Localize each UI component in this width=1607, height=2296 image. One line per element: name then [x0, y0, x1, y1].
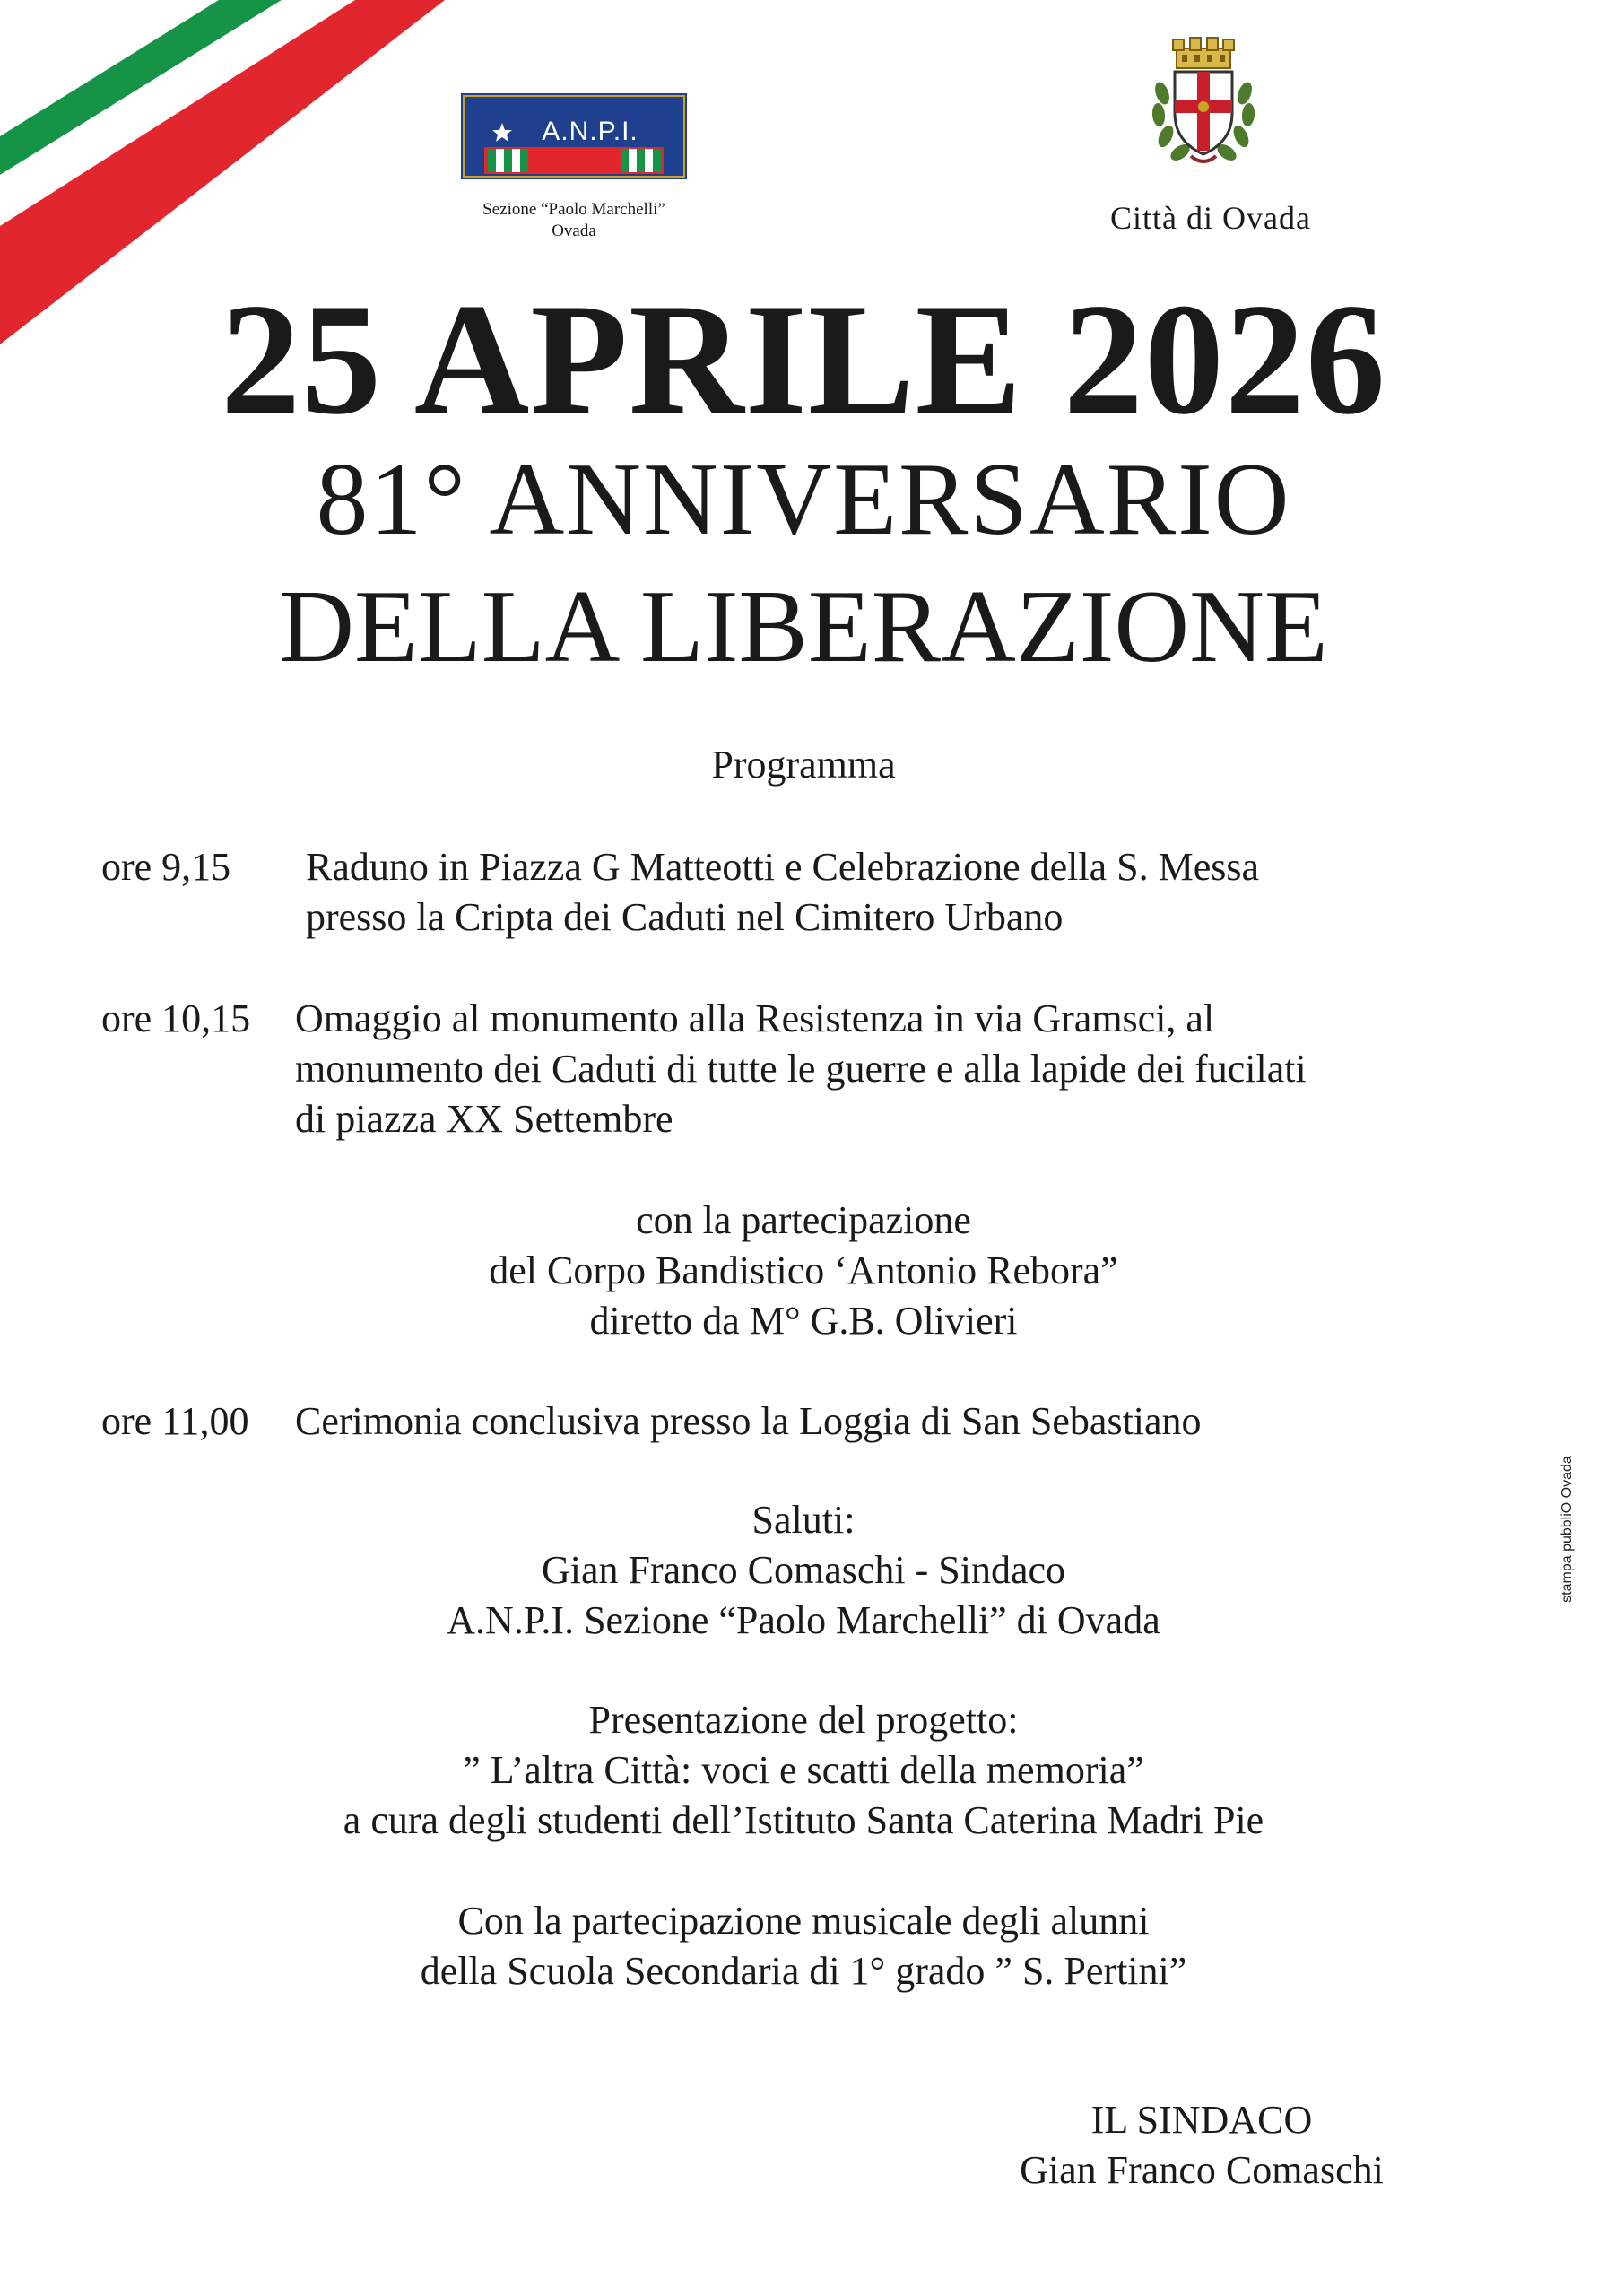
event-line: Cerimonia conclusiva presso la Loggia di San Sebastiano [295, 1399, 1202, 1443]
subtitle-liberation: DELLA LIBERAZIONE [279, 570, 1328, 684]
subtitle-anniversary: 81° ANNIVERSARIO [316, 442, 1291, 557]
anpi-logo [461, 93, 687, 179]
flag-stripes [484, 147, 664, 174]
printer-note-text: stampa pubbliO Ovada [1559, 1456, 1575, 1603]
printer-note [1559, 1426, 1577, 1632]
band-participation-block [0, 1196, 1607, 1346]
event-line: Raduno in Piazza G Matteotti e Celebrazione della S. Messa [306, 845, 1260, 889]
signature-name: Gian Franco Comaschi [1020, 2148, 1384, 2192]
greetings-line: Saluti: [751, 1498, 856, 1542]
event-time: ore 11,00 [101, 1399, 249, 1443]
event-line: di piazza XX Settembre [295, 1097, 673, 1141]
event-description [295, 1396, 1202, 1447]
crown-icon [1173, 38, 1234, 68]
project-line: ” L’altra Città: voci e scatti della memoria” [463, 1748, 1144, 1792]
music-participation-block [0, 1896, 1607, 1996]
mayor-signature-block [969, 2095, 1435, 2196]
event-line: presso la Cripta dei Caduti nel Cimitero Urbano [306, 895, 1064, 939]
band-line: del Corpo Bandistico ‘Antonio Rebora” [489, 1248, 1118, 1292]
greetings-line: A.N.P.I. Sezione “Paolo Marchelli” di Ovada [447, 1598, 1160, 1642]
anpi-logo-text: A.N.P.I. [542, 117, 638, 146]
main-title: 25 APRILE 2026 [221, 270, 1386, 448]
anpi-section-caption [421, 199, 726, 242]
project-line: Presentazione del progetto: [588, 1698, 1019, 1742]
project-presentation-block [0, 1695, 1607, 1846]
event-time: ore 10,15 [101, 996, 251, 1040]
anpi-caption-line: Ovada [552, 222, 596, 240]
event-line: Omaggio al monumento alla Resistenza in via Gramsci, al [295, 996, 1215, 1040]
band-line: con la partecipazione [636, 1198, 971, 1242]
project-line: a cura degli studenti dell’Istituto Santa Caterina Madri Pie [343, 1798, 1264, 1842]
signature-title: IL SINDACO [1090, 2098, 1313, 2142]
event-time: ore 9,15 [101, 845, 231, 889]
programme-heading: Programma [711, 743, 896, 787]
greetings-line: Gian Franco Comaschi - Sindaco [541, 1548, 1066, 1592]
music-line: Con la partecipazione musicale degli alunni [457, 1899, 1150, 1943]
ovada-coat-of-arms-icon [1141, 30, 1266, 174]
event-description [295, 994, 1307, 1144]
event-description [306, 842, 1259, 943]
event-line: monumento dei Caduti di tutte le guerre e alla lapide dei fucilati [295, 1047, 1307, 1091]
music-line: della Scuola Secondaria di 1° grado ” S. Pertini” [420, 1949, 1187, 1993]
anpi-caption-line: Sezione “Paolo Marchelli” [482, 200, 665, 219]
band-line: diretto da M° G.B. Olivieri [589, 1299, 1018, 1343]
city-name: Città di Ovada [1110, 200, 1311, 236]
greetings-block [0, 1495, 1607, 1646]
